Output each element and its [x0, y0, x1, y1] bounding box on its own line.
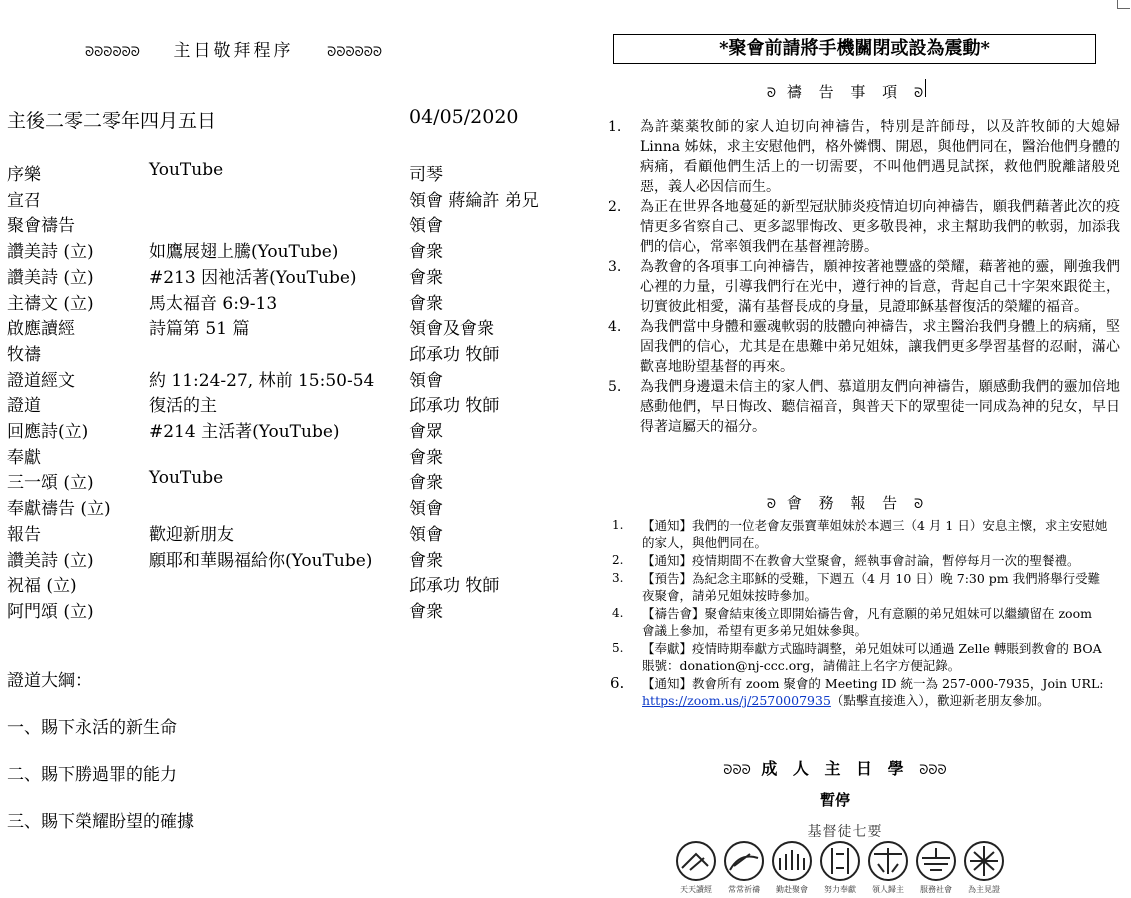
prayer-section-title: [760, 81, 930, 102]
schedule-row: [7, 263, 567, 289]
text-cursor: [925, 79, 926, 97]
schedule-content: 歡迎新朋友: [149, 524, 234, 545]
schedule-item: 三一頌 (立): [7, 473, 94, 494]
schedule-content: 復活的主: [149, 396, 217, 417]
schedule-row: [7, 160, 567, 186]
announcement-number: 3.: [612, 571, 624, 585]
schedule-item: 回應詩(立): [7, 422, 89, 442]
ornament-icon: ᘐᘐᘐ: [919, 763, 947, 778]
announcement-title-text: 會 務 報 告: [786, 494, 904, 512]
duty-label: 勤赴聚會: [776, 885, 808, 894]
schedule-row: [7, 597, 567, 623]
announcement-number: 6.: [610, 674, 625, 692]
schedule-leader: 領會: [409, 524, 443, 545]
schedule-row: [7, 289, 567, 315]
adult-title-text: 成 人 主 日 學: [761, 759, 909, 778]
schedule-leader: 領會: [409, 499, 443, 520]
prayer-item: [608, 317, 1120, 377]
page-title: 主日敬拜程序: [173, 41, 294, 61]
phone-notice-box: *聚會前請將手機關閉或設為震動*: [613, 34, 1096, 64]
schedule-item: 讚美詩 (立): [7, 242, 94, 263]
announcement-number: 2.: [612, 553, 624, 567]
adult-sunday-school-title: [720, 756, 950, 779]
schedule-row: [7, 571, 567, 597]
announcement-item: [608, 517, 1108, 551]
schedule-item: 聚會禱告: [7, 216, 75, 237]
prayer-item: [608, 377, 1120, 437]
announcement-text: 【通知】我們的一位老會友張寶華姐妹於本週三（4 月 1 日）安息主懷，求主安慰她的家人，與他們同在。: [642, 518, 1108, 550]
prayer-number: 5.: [608, 379, 622, 395]
announcement-number: 5.: [612, 641, 624, 655]
outline-item-1: 一、賜下永活的新生命: [7, 718, 177, 738]
duty-label: 服務社會: [920, 885, 952, 894]
prayer-text: 為正在世界各地蔓延的新型冠狀肺炎疫情迫切向神禱告，願我們藉著此次的疫情更多省察自己、更多認罪悔改、更多敬畏神，求主幫助我們的軟弱，加添我們的信心，常率領我們在基督裡誇勝。: [640, 199, 1120, 255]
prayer-text: 為許薬薬牧師的家人迫切向神禱告，特別是許師母，以及許牧師的大媳婦 Linna 姊妹，求主安慰他們，格外憐憫、開恩，與他們同在，醫治他們身體的病痛，看顧他們生活上的一切需要，不叫他們遇見試探，救他們脫離諸般兇惡，義人必因信而生。: [640, 119, 1120, 195]
prayer-number: 4.: [608, 319, 622, 335]
schedule-item: 奉獻禱告 (立): [7, 499, 111, 520]
announcement-number: 4.: [612, 606, 624, 620]
announcement-text: 【奉獻】疫情時期奉獻方式臨時調整，弟兄姐妹可以通過 Zelle 轉賬到教會的 BOA 賬號：donation@nj-ccc.org，請備註上名字方便記錄。: [642, 641, 1102, 673]
offering-icon: [821, 842, 859, 880]
ornament-left: ᘐᘐᘐᘐᘐᘐ: [85, 45, 140, 60]
schedule-row: [7, 546, 567, 572]
zoom-link[interactable]: https://zoom.us/j/2570007935: [642, 693, 831, 708]
schedule-row: [7, 443, 567, 469]
schedule-content: YouTube: [149, 160, 224, 180]
order-of-worship-title: [85, 36, 382, 61]
schedule-row: [7, 186, 567, 212]
schedule-content: 馬太福音 6:9-13: [149, 293, 278, 314]
schedule-row: [7, 468, 567, 494]
gathering-icon: [773, 842, 811, 880]
schedule-row: [7, 391, 567, 417]
announcement-list: [608, 517, 1108, 710]
announcement-text: 【通知】疫情期間不在教會大堂聚會，經執事會討論，暫停每月一次的聖餐禮。: [642, 553, 1080, 568]
announcement-item: [608, 552, 1108, 569]
schedule-leader: 邱承功 牧師: [409, 344, 500, 365]
announcement-item: [608, 640, 1108, 674]
schedule-item: 奉獻: [7, 447, 41, 468]
schedule-leader: 領會 蔣綸許 弟兄: [409, 190, 539, 211]
schedule-content: #213 因祂活著(YouTube): [149, 267, 357, 288]
prayer-title-text: 禱 告 事 項: [786, 83, 904, 101]
schedule-leader: 會衆: [409, 293, 443, 314]
page-corner-marker: [1117, 0, 1130, 9]
schedule-leader: 會衆: [409, 447, 443, 468]
schedule-item: 證道: [7, 396, 41, 417]
reading-bible-icon: [677, 842, 715, 880]
schedule-row: [7, 366, 567, 392]
schedule-leader: 邱承功 牧師: [409, 396, 500, 417]
schedule-leader: 邱承功 牧師: [409, 576, 500, 597]
schedule-item: 序樂: [7, 165, 41, 185]
prayer-number: 3.: [608, 259, 622, 275]
schedule-row: [7, 211, 567, 237]
schedule-leader: 領會: [409, 370, 443, 391]
sermon-outline-title: 證道大綱：: [7, 671, 92, 691]
evangelism-icon: [869, 842, 907, 880]
schedule-content: 願耶和華賜福給你(YouTube): [149, 550, 373, 571]
duty-label: 常常祈禱: [728, 885, 760, 894]
schedule-item: 祝福 (立): [7, 576, 77, 597]
schedule-content: 如鷹展翅上騰(YouTube): [149, 242, 339, 263]
schedule-item: 證道經文: [7, 370, 75, 391]
schedule-leader: 會衆: [409, 550, 443, 571]
schedule-leader: 會衆: [409, 601, 443, 622]
schedule-content: 詩篇第 51 篇: [149, 319, 250, 340]
prayer-text: 為教會的各項事工向神禱告，願神按著祂豐盛的榮耀，藉著祂的靈，剛強我們心裡的力量，引導我們行在光中，遵行神的旨意，背起自己十字架來跟從主，切實彼此相愛，滿有基督長成的身量，見證耶穌基督復活的榮耀的福音。: [640, 259, 1120, 315]
schedule-leader: 領會: [409, 216, 443, 237]
duty-label: 為主見證: [968, 885, 1000, 894]
schedule-leader: 會衆: [409, 473, 443, 494]
announcement-item: [608, 605, 1108, 639]
prayer-item: [608, 117, 1120, 197]
prayer-text: 為我們身邊還未信主的家人們、慕道朋友們向神禱告，願感動我們的靈加倍地感動他們，早日悔改、聽信福音，與普天下的眾聖徒一同成為神的兒女，早日得著這屬天的福分。: [640, 379, 1120, 435]
ornament-icon: ᘐ: [913, 86, 924, 101]
announcement-section-title: [760, 492, 930, 513]
ornament-icon: ᘐ: [766, 86, 777, 101]
praying-icon: [725, 842, 763, 880]
date-chinese: 主後二零二零年四月五日: [7, 110, 217, 132]
prayer-list: [608, 117, 1120, 437]
prayer-number: 2.: [608, 199, 622, 215]
prayer-text: 為我們當中身體和靈魂軟弱的肢體向神禱告，求主醫治我們身體上的病痛，堅固我們的信心，尤其是在患難中弟兄姐妹，讓我們更多學習基督的忍耐，滿心歡喜地盼望基督的再來。: [640, 319, 1120, 375]
outline-item-3: 三、賜下榮耀盼望的確據: [7, 812, 194, 832]
seven-duties-title: 基督徒七要: [807, 824, 883, 840]
schedule-item: 啟應讀經: [7, 319, 75, 340]
schedule-content: #214 主活著(YouTube): [149, 422, 340, 442]
announcement-text: 【預告】為紀念主耶穌的受難，下週五（4 月 10 日）晚 7:30 pm 我們將舉行受難夜聚會，請弟兄姐妹按時參加。: [642, 571, 1101, 603]
announcement-item: [608, 675, 1108, 709]
schedule-item: 讚美詩 (立): [7, 550, 94, 571]
schedule-item: 宣召: [7, 190, 41, 211]
schedule-leader: 會眾: [409, 422, 443, 442]
schedule-row: [7, 237, 567, 263]
date-numeric: 04/05/2020: [409, 106, 519, 128]
serving-icon: [917, 842, 955, 880]
prayer-item: [608, 197, 1120, 257]
schedule-content: YouTube: [149, 468, 224, 489]
outline-item-2: 二、賜下勝過罪的能力: [7, 765, 177, 785]
ornament-right: ᘐᘐᘐᘐᘐᘐ: [327, 45, 383, 60]
prayer-item: [608, 257, 1120, 317]
schedule-content: 約 11:24-27, 林前 15:50-54: [149, 370, 375, 391]
schedule-row: [7, 314, 567, 340]
schedule-leader: 領會及會衆: [409, 319, 494, 340]
duty-label: 領人歸主: [872, 885, 904, 894]
schedule-item: 主禱文 (立): [7, 293, 94, 314]
schedule-item: 讚美詩 (立): [7, 267, 94, 288]
schedule-item: 牧禱: [7, 344, 41, 365]
schedule-item: 報告: [7, 524, 41, 545]
announcement-text: 【禱告會】聚會結束後立即開始禱告會，凡有意願的弟兄姐妹可以繼續留在 zoom 會議上參加，希望有更多弟兄姐妹參與。: [642, 606, 1092, 638]
schedule-row: [7, 520, 567, 546]
prayer-number: 1.: [608, 119, 622, 135]
announcement-item: [608, 570, 1108, 604]
schedule-leader: 會衆: [409, 267, 443, 288]
ornament-icon: ᘐᘐᘐ: [723, 763, 751, 778]
announcement-text: 【通知】教會所有 zoom 聚會的 Meeting ID 統一為 257-000-7935，Join URL:: [642, 676, 1104, 691]
schedule-leader: 會衆: [409, 242, 443, 263]
adult-school-status: 暫停: [819, 791, 850, 809]
seven-duties-logo: [674, 840, 1019, 882]
schedule-row: [7, 340, 567, 366]
ornament-icon: ᘐ: [913, 497, 924, 512]
witness-icon: [965, 842, 1003, 880]
schedule-item: 阿門頌 (立): [7, 601, 94, 622]
schedule-row: [7, 494, 567, 520]
duty-label: 天天讀經: [680, 885, 712, 894]
duty-label: 努力奉獻: [824, 885, 856, 894]
announcement-number: 1.: [612, 518, 624, 532]
schedule-leader: 司琴: [409, 165, 443, 185]
schedule-row: [7, 417, 567, 443]
ornament-icon: ᘐ: [766, 497, 777, 512]
announcement-text: （點擊直接進入），歡迎新老朋友參加。: [830, 693, 1050, 708]
